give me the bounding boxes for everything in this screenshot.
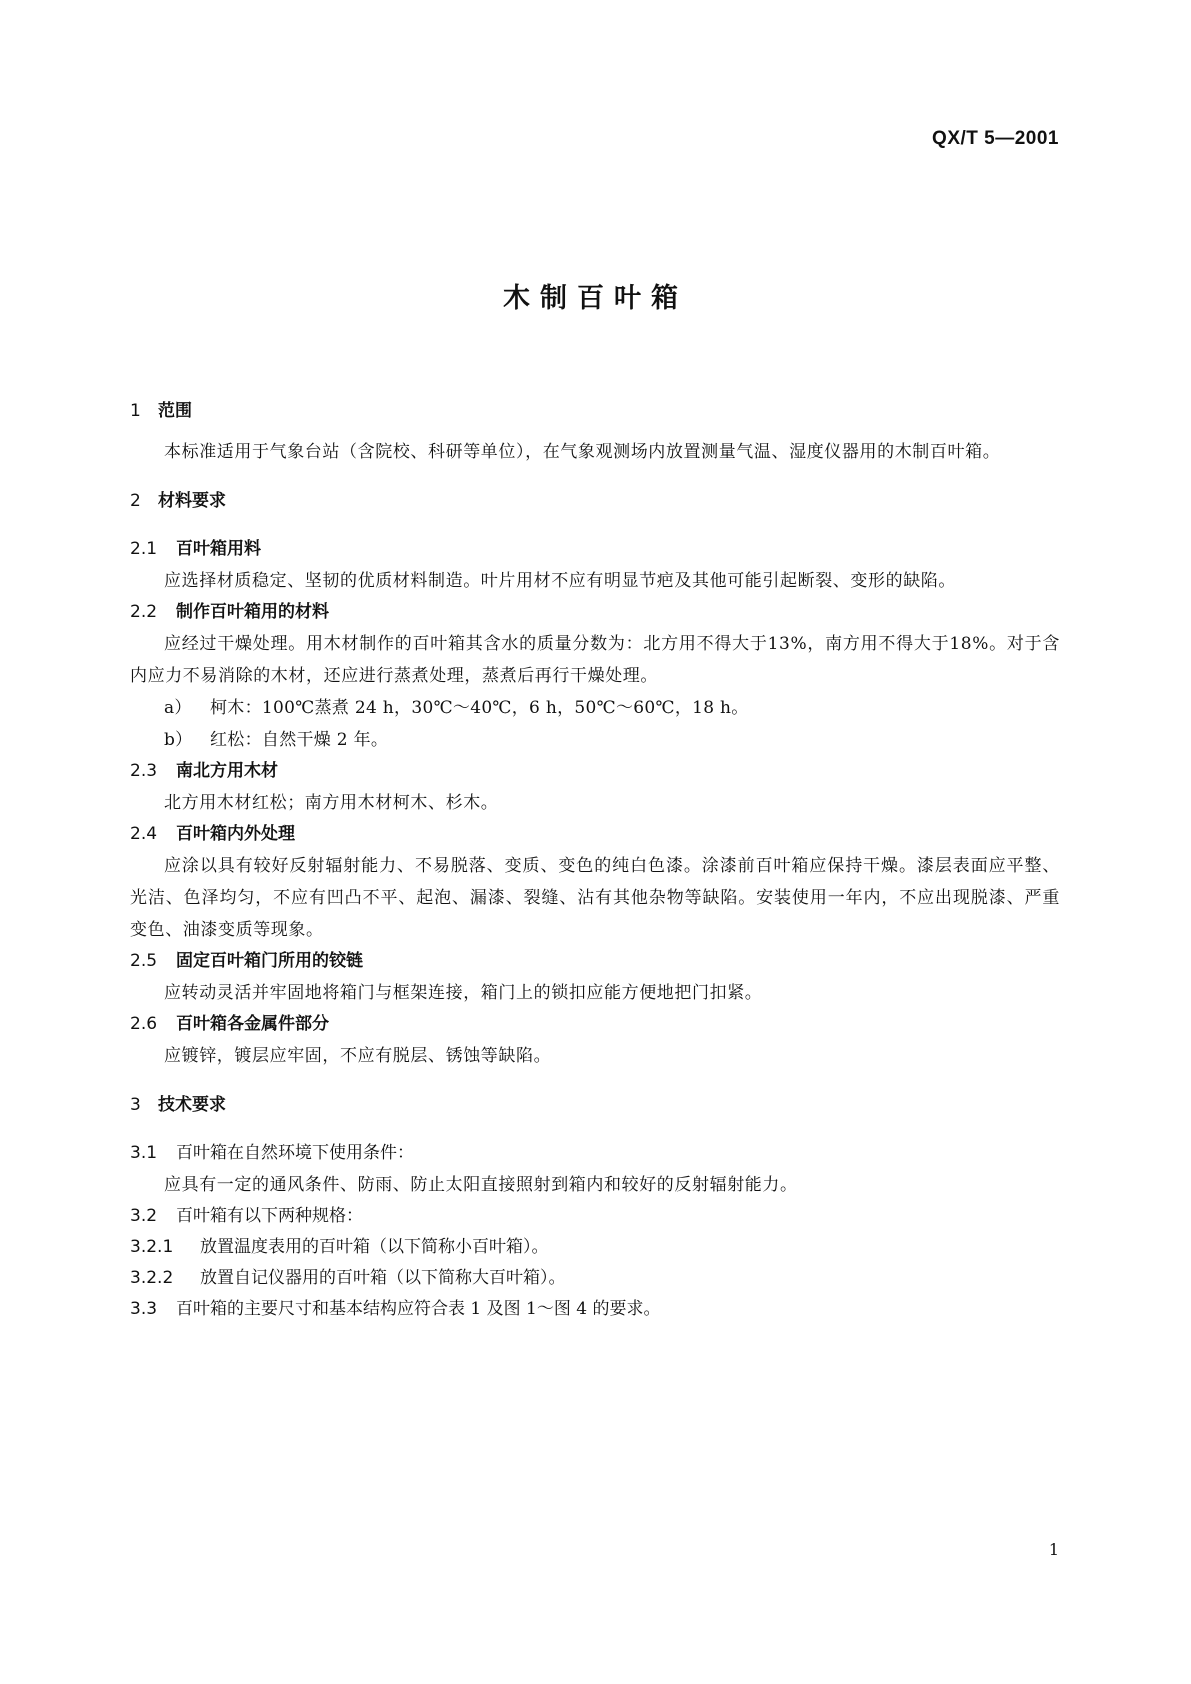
subsection-title: 百叶箱内外处理	[176, 824, 295, 844]
subsection-number: 2.2	[130, 602, 158, 622]
section-number: 2	[130, 491, 141, 511]
section-number: 3	[130, 1095, 141, 1115]
paragraph-2-3: 北方用木材红松；南方用木材柯木、杉木。	[164, 793, 499, 813]
subsection-number: 2.5	[130, 951, 158, 971]
clause-3-2-2	[130, 1263, 1060, 1294]
clause-text: 百叶箱的主要尺寸和基本结构应符合表 1 及图 1～图 4 的要求。	[176, 1299, 661, 1319]
subsection-title: 南北方用木材	[176, 761, 278, 781]
clause-number: 3.2.2	[130, 1268, 174, 1288]
list-item-label: a）	[164, 698, 192, 718]
subsection-number: 2.6	[130, 1014, 158, 1034]
list-item-b	[130, 724, 1060, 756]
subsection-heading-2-1	[130, 534, 1060, 565]
section-number: 1	[130, 401, 141, 421]
subsection-title: 制作百叶箱用的材料	[176, 602, 329, 622]
list-item-text: 红松：自然干燥 2 年。	[210, 730, 389, 750]
paragraph-2-5: 应转动灵活并牢固地将箱门与框架连接，箱门上的锁扣应能方便地把门扣紧。	[164, 983, 763, 1003]
subsection-heading-2-3	[130, 756, 1060, 787]
subsection-title: 百叶箱各金属件部分	[176, 1014, 329, 1034]
subsection-number: 2.4	[130, 824, 158, 844]
clause-3-2	[130, 1201, 1060, 1232]
section-heading-3	[130, 1090, 1060, 1120]
clause-text: 放置自记仪器用的百叶箱（以下简称大百叶箱）。	[200, 1268, 566, 1288]
clause-number: 3.3	[130, 1299, 158, 1319]
clause-3-3	[130, 1294, 1060, 1325]
section-title: 范围	[158, 401, 192, 421]
section-title: 材料要求	[158, 491, 226, 511]
document-title: 木制百叶箱	[503, 283, 688, 314]
subsection-title: 固定百叶箱门所用的铰链	[176, 951, 363, 971]
section-heading-1	[130, 396, 1060, 426]
paragraph-scope: 本标准适用于气象台站（含院校、科研等单位），在气象观测场内放置测量气温、湿度仪器用的木制百叶箱。	[164, 442, 1001, 462]
list-item-a	[130, 692, 1060, 724]
clause-number: 3.1	[130, 1143, 158, 1163]
subsection-number: 2.3	[130, 761, 158, 781]
clause-3-2-1	[130, 1232, 1060, 1263]
page-number: 1	[1048, 1540, 1059, 1559]
subsection-heading-2-5	[130, 946, 1060, 977]
paragraph-3-1: 应具有一定的通风条件、防雨、防止太阳直接照射到箱内和较好的反射辐射能力。	[164, 1175, 798, 1195]
section-title: 技术要求	[158, 1095, 226, 1115]
section-heading-2	[130, 486, 1060, 516]
subsection-title: 百叶箱用料	[176, 539, 261, 559]
paragraph-2-6: 应镀锌，镀层应牢固，不应有脱层、锈蚀等缺陷。	[164, 1046, 552, 1066]
subsection-heading-2-6	[130, 1009, 1060, 1040]
standard-code: QX/T 5—2001	[932, 128, 1059, 149]
paragraph-2-1: 应选择材质稳定、坚韧的优质材料制造。叶片用材不应有明显节疤及其他可能引起断裂、变形的缺陷。	[164, 571, 956, 591]
clause-number: 3.2	[130, 1206, 158, 1226]
clause-3-1	[130, 1138, 1060, 1169]
paragraph-2-4: 应涂以具有较好反射辐射能力、不易脱落、变质、变色的纯白色漆。涂漆前百叶箱应保持干燥。漆层表面应平整、光洁、色泽均匀，不应有凹凸不平、起泡、漏漆、裂缝、沾有其他杂物等缺陷。安装使用一年内，不应出现脱漆、严重变色、油漆变质等现象。	[130, 856, 1060, 940]
subsection-heading-2-4	[130, 819, 1060, 850]
list-item-label: b）	[164, 730, 193, 750]
subsection-number: 2.1	[130, 539, 158, 559]
clause-text: 百叶箱在自然环境下使用条件：	[176, 1143, 414, 1163]
clause-text: 百叶箱有以下两种规格：	[176, 1206, 363, 1226]
clause-number: 3.2.1	[130, 1237, 174, 1257]
clause-text: 放置温度表用的百叶箱（以下简称小百叶箱）。	[200, 1237, 549, 1257]
document-body	[130, 396, 1060, 1325]
subsection-heading-2-2	[130, 597, 1060, 628]
paragraph-2-2: 应经过干燥处理。用木材制作的百叶箱其含水的质量分数为：北方用不得大于13%，南方用不得大于18%。对于含内应力不易消除的木材，还应进行蒸煮处理，蒸煮后再行干燥处理。	[130, 634, 1060, 686]
list-item-text: 柯木：100℃蒸煮 24 h，30℃～40℃，6 h，50℃～60℃，18 h。	[210, 698, 749, 718]
